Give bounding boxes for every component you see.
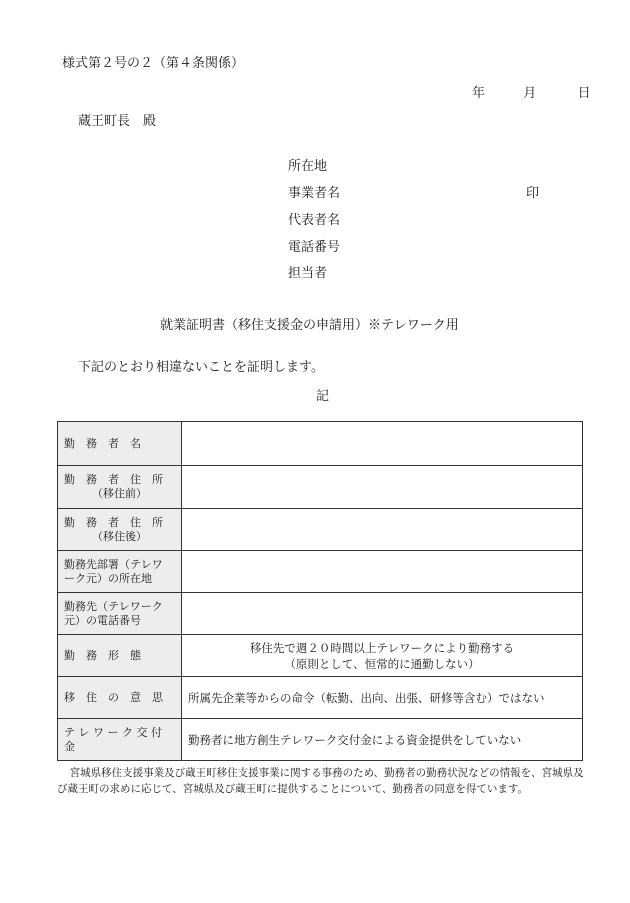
table-row bbox=[58, 551, 583, 593]
applicant-field-representative: 代表者名 bbox=[288, 213, 341, 228]
field-office-phone[interactable] bbox=[182, 593, 583, 635]
table-row bbox=[58, 466, 583, 509]
addressee: 蔵王町長 殿 bbox=[78, 114, 157, 129]
table-row bbox=[58, 422, 583, 466]
field-work-form: 移住先で週２０時間以上テレワークにより勤務する （原則として、恒常的に通勤しない） bbox=[182, 635, 583, 677]
consent-note: 宮城県移住支援事業及び蔵王町移住支援事業に関する事務のため、勤務者の勤務状況などの情報を、宮城県及び蔵王町の求めに応じて、宮城県及び蔵王町に提供することについて、勤務者の同意を得ています。 bbox=[57, 767, 584, 795]
label-telework-grant: テ レ ワ ー ク 交 付 金 bbox=[58, 719, 182, 761]
table-row bbox=[58, 593, 583, 635]
table-row bbox=[58, 635, 583, 677]
table-row bbox=[58, 509, 583, 551]
applicant-field-location: 所在地 bbox=[288, 159, 328, 174]
label-relocation-intent: 移 住 の 意 思 bbox=[58, 677, 182, 719]
field-address-after[interactable] bbox=[182, 509, 583, 551]
certificate-table bbox=[57, 421, 583, 761]
field-address-before[interactable] bbox=[182, 466, 583, 509]
document-title: 就業証明書（移住支援金の申請用）※テレワーク用 bbox=[160, 318, 459, 333]
field-relocation-intent: 所属先企業等からの命令（転勤、出向、出張、研修等含む）ではない bbox=[182, 677, 583, 719]
applicant-field-business-name: 事業者名 bbox=[288, 186, 341, 201]
date-year-label: 年 bbox=[472, 86, 486, 101]
label-worker-name: 勤 務 者 名 bbox=[58, 422, 182, 466]
certification-statement: 下記のとおり相違ないことを証明します。 bbox=[78, 360, 324, 375]
field-worker-name[interactable] bbox=[182, 422, 583, 466]
label-work-form: 勤 務 形 態 bbox=[58, 635, 182, 677]
applicant-field-phone: 電話番号 bbox=[288, 240, 341, 255]
label-address-after: 勤 務 者 住 所 （移住後） bbox=[58, 509, 182, 551]
field-office-location[interactable] bbox=[182, 551, 583, 593]
field-telework-grant: 勤務者に地方創生テレワーク交付金による資金提供をしていない bbox=[182, 719, 583, 761]
ki-heading: 記 bbox=[316, 389, 330, 404]
seal-mark: 印 bbox=[526, 186, 540, 201]
label-address-before: 勤 務 者 住 所 （移住前） bbox=[58, 466, 182, 509]
table-row bbox=[58, 719, 583, 761]
date-day-label: 日 bbox=[577, 86, 591, 101]
label-office-location: 勤務先部署（テレワ ーク元）の所在地 bbox=[58, 551, 182, 593]
label-office-phone: 勤務先（テレワーク 元）の電話番号 bbox=[58, 593, 182, 635]
date-month-label: 月 bbox=[523, 86, 537, 101]
table-row bbox=[58, 677, 583, 719]
form-number: 様式第２号の２（第４条関係） bbox=[62, 56, 245, 71]
applicant-field-contact-person: 担当者 bbox=[288, 266, 328, 281]
date-line bbox=[472, 82, 591, 101]
